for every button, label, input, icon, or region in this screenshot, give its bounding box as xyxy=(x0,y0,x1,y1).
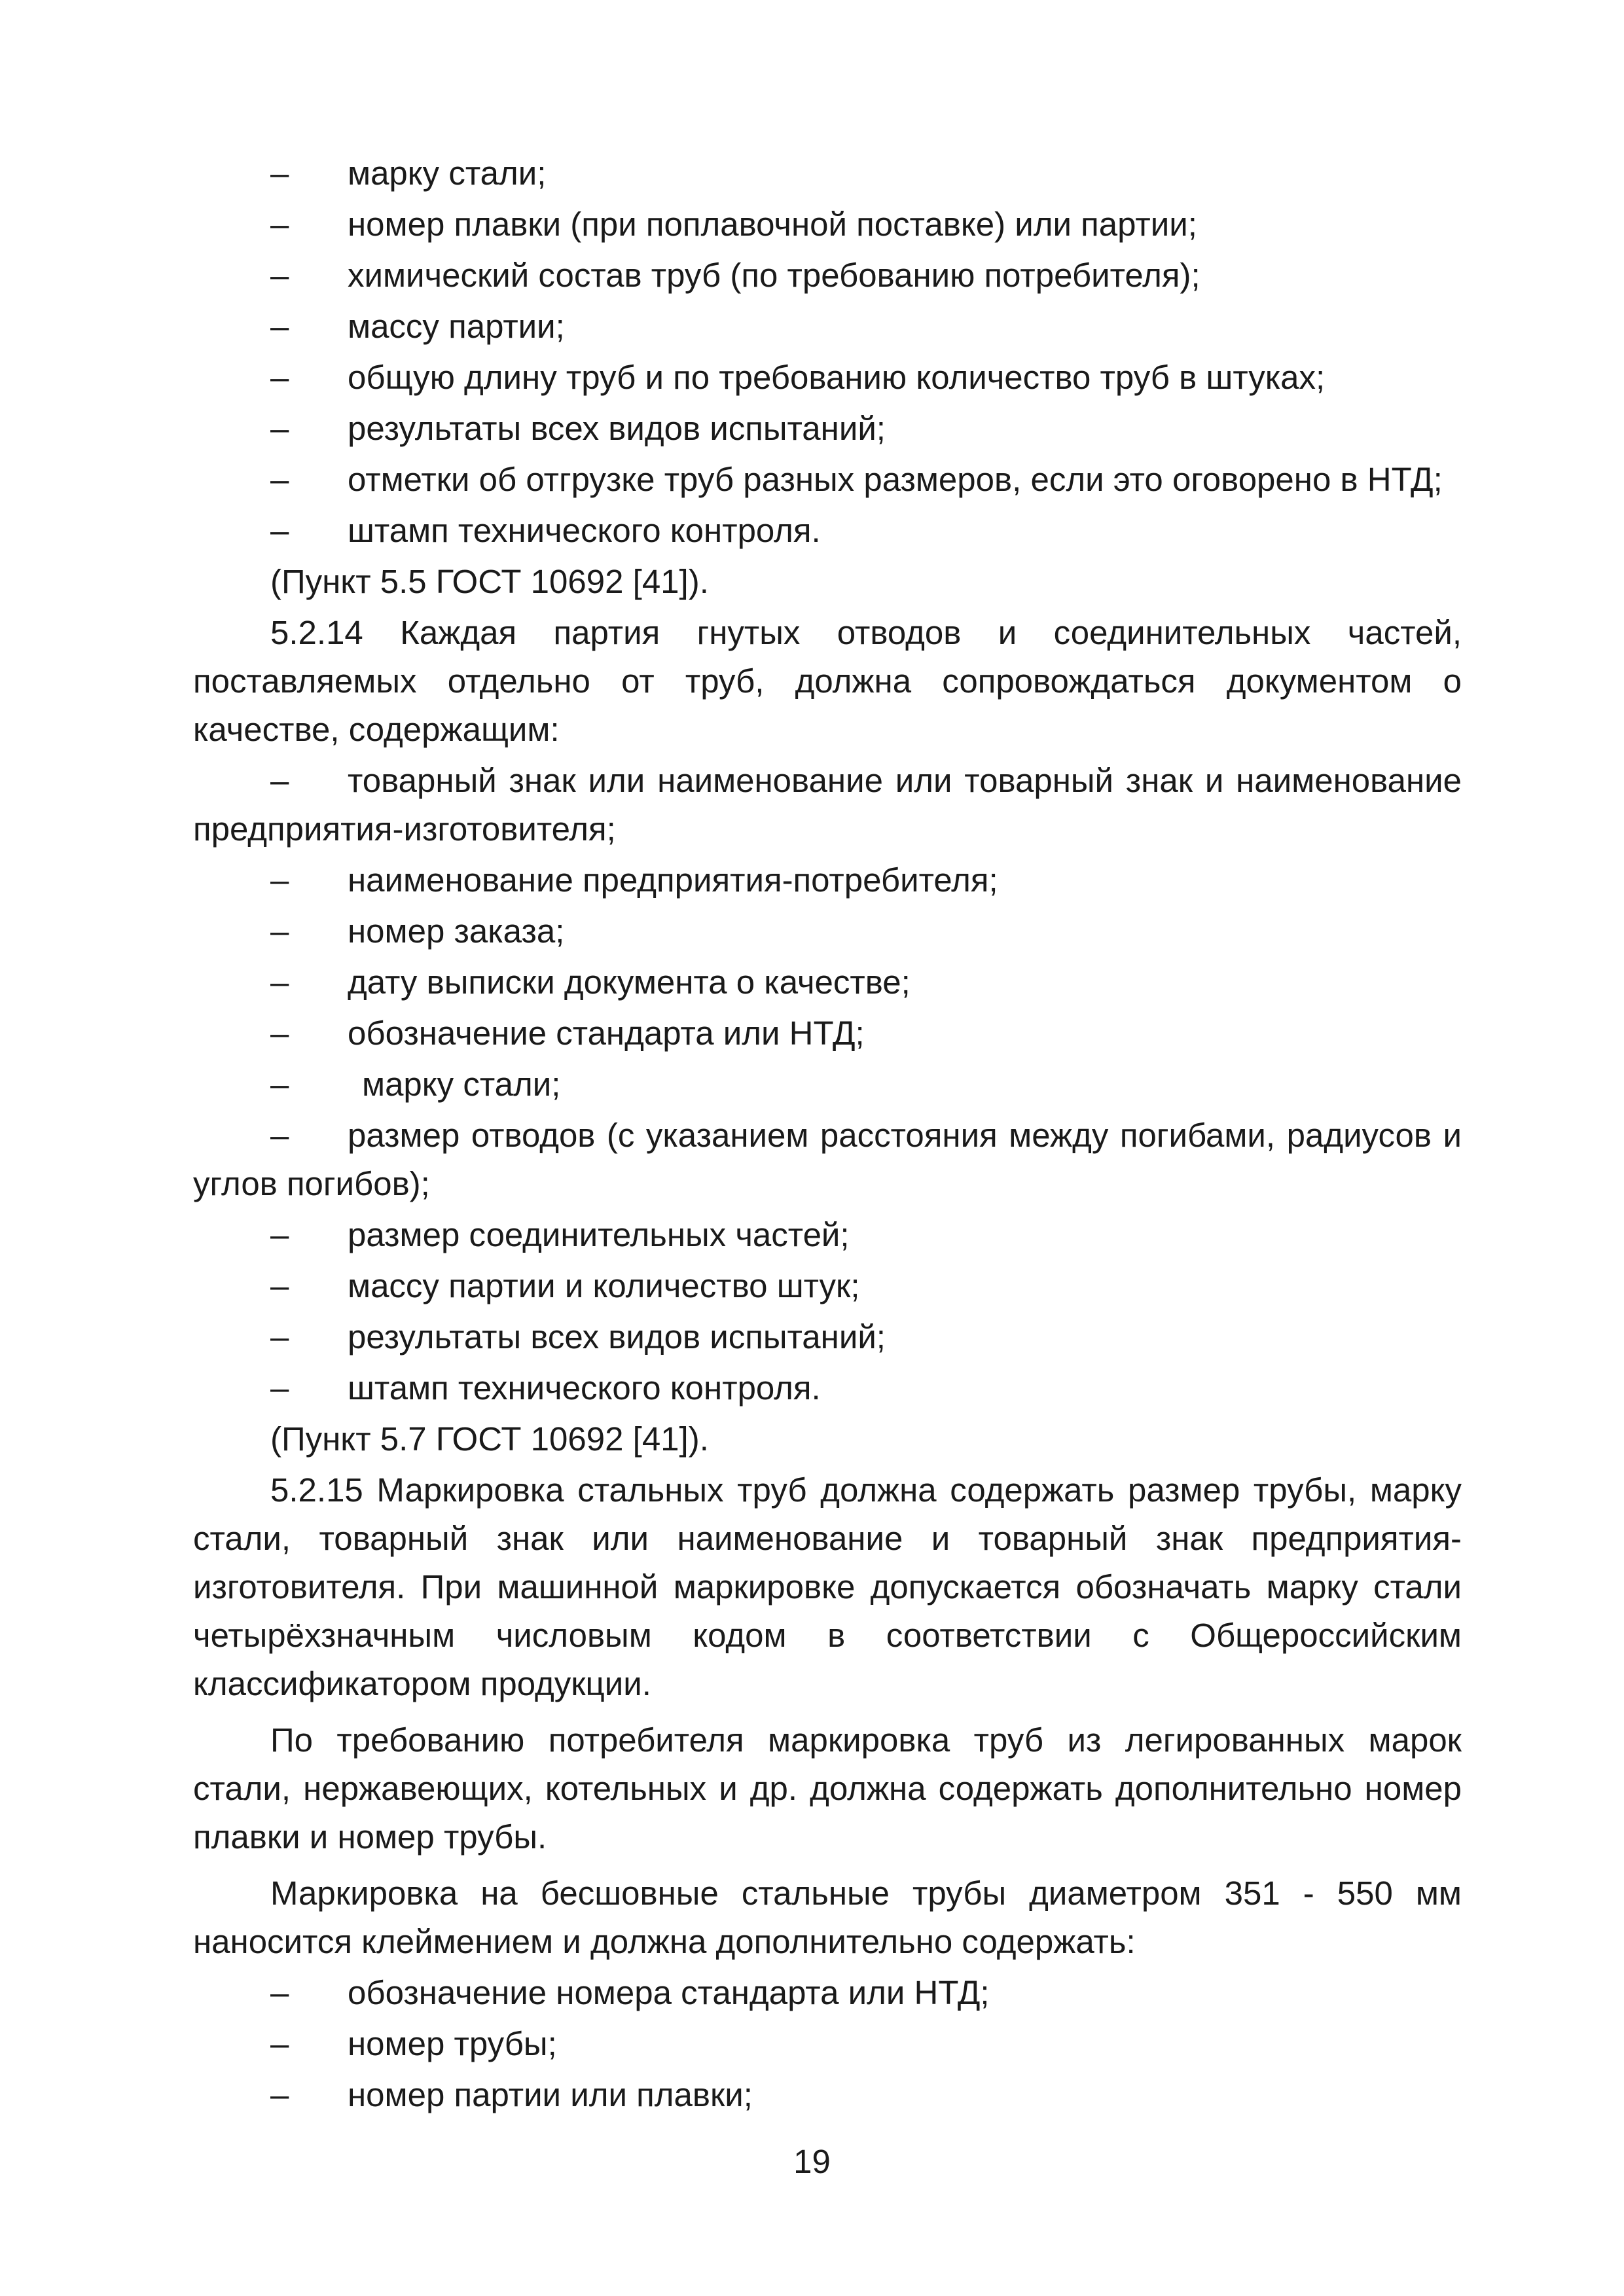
list-item xyxy=(193,1262,1462,1310)
list-item xyxy=(193,2071,1462,2119)
list-item xyxy=(193,1060,1462,1109)
dash-marker: – xyxy=(270,2076,289,2113)
list-item-text: отметки об отгрузке труб разных размеров, если это оговорено в НТД; xyxy=(348,461,1443,498)
list-item xyxy=(193,958,1462,1007)
list-item-text: наименование предприятия-потребителя; xyxy=(348,861,998,899)
list-item-text: общую длину труб и по требованию количество труб в штуках; xyxy=(348,359,1326,396)
dash-marker: – xyxy=(270,1216,289,1253)
list-item xyxy=(193,353,1462,402)
list-item xyxy=(193,1009,1462,1058)
dash-marker: – xyxy=(270,963,289,1001)
dash-marker: – xyxy=(270,1117,289,1154)
list-item-text: массу партии и количество штук; xyxy=(348,1267,860,1304)
list-item xyxy=(193,856,1462,905)
list-item xyxy=(193,907,1462,956)
list-item-text: размер отводов (с указанием расстояния между погибами, радиусов и углов погибов); xyxy=(193,1117,1462,1202)
list-item xyxy=(193,1364,1462,1412)
list-item-text: марку стали; xyxy=(362,1066,561,1103)
list-item-text: обозначение номера стандарта или НТД; xyxy=(348,1974,990,2011)
dash-marker: – xyxy=(270,359,289,396)
list-item xyxy=(193,200,1462,249)
list-item-text: обозначение стандарта или НТД; xyxy=(348,1014,865,1052)
list-item-text: марку стали; xyxy=(348,154,547,192)
dash-marker: – xyxy=(270,257,289,294)
list-item xyxy=(193,1211,1462,1259)
list-item xyxy=(193,507,1462,555)
list-item xyxy=(193,1969,1462,2017)
list-item-text: массу партии; xyxy=(348,308,565,345)
list-item-text: дату выписки документа о качестве; xyxy=(348,963,911,1001)
list-item xyxy=(193,1111,1462,1208)
list-item-text: химический состав труб (по требованию потребителя); xyxy=(348,257,1200,294)
list-item-text: результаты всех видов испытаний; xyxy=(348,410,886,447)
list-item xyxy=(193,251,1462,300)
dash-marker: – xyxy=(270,861,289,899)
list-item xyxy=(193,404,1462,453)
dash-marker: – xyxy=(270,308,289,345)
list-item-text: результаты всех видов испытаний; xyxy=(348,1318,886,1355)
paragraph-5-2-14: 5.2.14 Каждая партия гнутых отводов и соединительных частей, поставляемых отдельно от труб, должна сопровождаться документом о качестве, содержащим: xyxy=(193,614,1462,748)
dash-marker: – xyxy=(270,154,289,192)
list-item-text: размер соединительных частей; xyxy=(348,1216,850,1253)
dash-marker: – xyxy=(270,762,289,799)
list-item-text: штамп технического контроля. xyxy=(348,1369,821,1407)
paragraph-seamless-marking: Маркировка на бесшовные стальные трубы диаметром 351 - 550 мм наносится клеймением и должна дополнительно содержать: xyxy=(193,1874,1462,1960)
list-item xyxy=(193,149,1462,198)
page-number: 19 xyxy=(793,2143,831,2180)
list-item-text: товарный знак или наименование или товарный знак и наименование предприятия-изготовителя; xyxy=(193,762,1462,848)
list-item-text: номер заказа; xyxy=(348,912,565,950)
list-item-text: номер трубы; xyxy=(348,2025,557,2062)
dash-marker: – xyxy=(270,1369,289,1407)
dash-marker: – xyxy=(270,512,289,549)
paragraph-consumer-requirement: По требованию потребителя маркировка труб из легированных марок стали, нержавеющих, котельных и др. должна содержать дополнительно номер плавки и номер трубы. xyxy=(193,1721,1462,1856)
list-item xyxy=(193,757,1462,853)
dash-marker: – xyxy=(270,912,289,950)
dash-marker: – xyxy=(270,1014,289,1052)
list-item-text: штамп технического контроля. xyxy=(348,512,821,549)
dash-marker: – xyxy=(270,1267,289,1304)
list-item xyxy=(193,1313,1462,1361)
dash-marker: – xyxy=(270,1318,289,1355)
list-item-text: номер плавки (при поплавочной поставке) или партии; xyxy=(348,206,1197,243)
reference-5-7: (Пункт 5.7 ГОСТ 10692 [41]). xyxy=(270,1420,709,1458)
dash-marker: – xyxy=(270,1974,289,2011)
dash-marker: – xyxy=(270,461,289,498)
paragraph-5-2-15: 5.2.15 Маркировка стальных труб должна содержать размер трубы, марку стали, товарный знак или наименование и товарный знак предприятия-изготовителя. При машинной маркировке допускается обозначать марку стали четырёхзначным числовым кодом в соответствии с Общероссийским классификатором продукции. xyxy=(193,1471,1462,1702)
dash-marker: – xyxy=(270,206,289,243)
list-item xyxy=(193,456,1462,504)
reference-5-5: (Пункт 5.5 ГОСТ 10692 [41]). xyxy=(270,563,709,600)
dash-marker: – xyxy=(270,1066,289,1103)
list-item-text: номер партии или плавки; xyxy=(348,2076,753,2113)
dash-marker: – xyxy=(270,410,289,447)
document-body xyxy=(193,149,1462,2122)
dash-marker: – xyxy=(270,2025,289,2062)
list-item xyxy=(193,2020,1462,2068)
list-item xyxy=(193,302,1462,351)
